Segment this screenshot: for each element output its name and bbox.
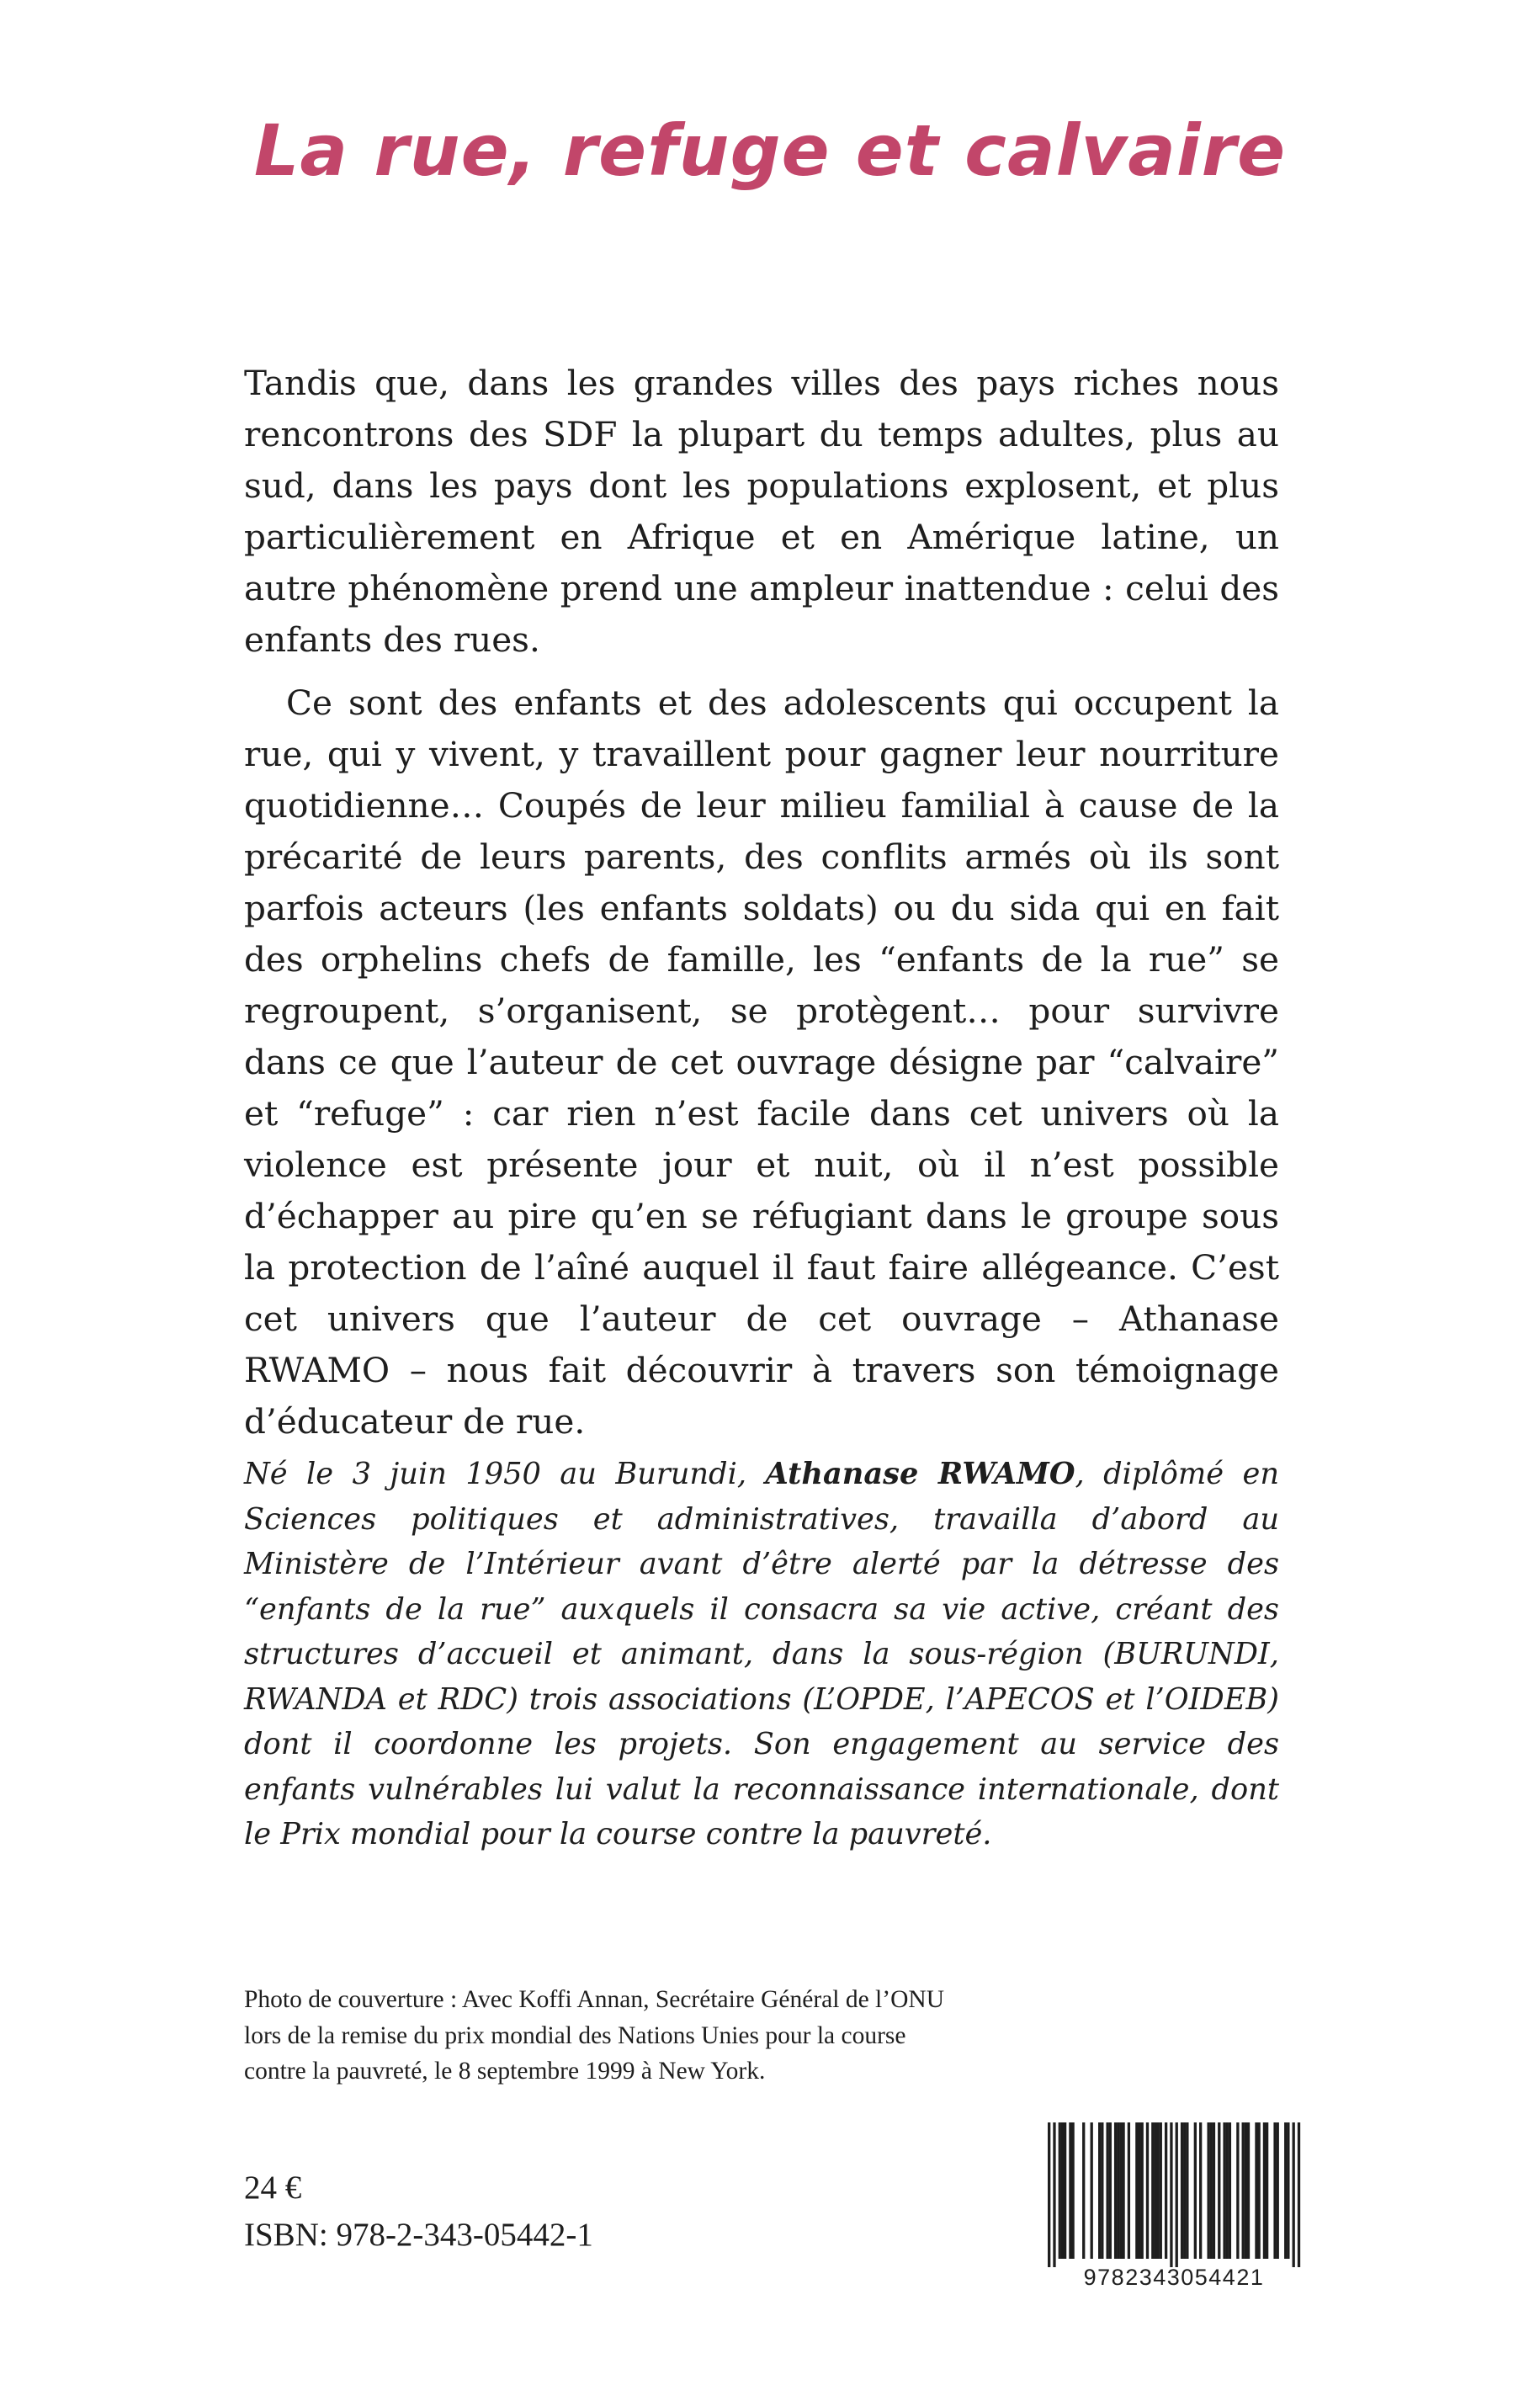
summary-paragraph-2: Ce sont des enfants et des adolescents qui occupent la rue, qui y vivent, y travaillent pour gagner leur nourriture quotidienne… Coupés de leur milieu familial à cause de la précarité de leurs parents, des conflits armés où ils sont parfois acteurs (les enfants soldats) ou du sida qui en fait des orphelins chefs de famille, les “enfants de la rue” se regroupent, s’organisent, se protègent… pour survivre dans ce que l’auteur de cet ouvrage désigne par “calvaire” et “refuge” : car rien n’est facile dans cet univers où la violence est présente jour et nuit, où il n’est possible d’échapper au pire qu’en se réfugiant dans le groupe sous la protection de l’aîné auquel il faut faire allégeance. C’est cet univers que l’auteur de cet ouvrage – Athanase RWAMO – nous fait découvrir à travers son témoignage d’éducateur de rue. xyxy=(244,683,1279,1442)
barcode-bar xyxy=(1059,2122,1061,2259)
barcode-bar xyxy=(1135,2122,1138,2259)
barcode-bar xyxy=(1141,2122,1144,2259)
barcode-bar xyxy=(1117,2122,1119,2259)
barcode-bar xyxy=(1223,2122,1225,2259)
barcode-bar xyxy=(1091,2122,1093,2259)
barcode-bar xyxy=(1071,2122,1074,2259)
barcode-bar xyxy=(1210,2122,1213,2259)
barcode-bar xyxy=(1284,2122,1287,2259)
barcode-bar xyxy=(1170,2122,1172,2267)
barcode-bar xyxy=(1082,2122,1085,2259)
barcode-bar xyxy=(1064,2122,1066,2259)
barcode-bar xyxy=(1242,2122,1245,2259)
barcode-bar xyxy=(1176,2122,1178,2267)
barcode-bar xyxy=(1106,2122,1108,2259)
barcode-bar xyxy=(1183,2122,1186,2259)
barcode-bar xyxy=(1098,2122,1101,2259)
barcode-bar xyxy=(1213,2122,1215,2259)
barcode-bars xyxy=(1048,2122,1300,2267)
barcode-bar xyxy=(1226,2122,1229,2259)
barcode-bar xyxy=(1194,2122,1197,2259)
photo-credit-line-2: lors de la remise du prix mondial des Nations Unies pour la course xyxy=(244,2021,906,2049)
barcode-bar xyxy=(1229,2122,1231,2259)
barcode-bar xyxy=(1245,2122,1247,2259)
photo-credit-line-3: contre la pauvreté, le 8 septembre 1999 à New York. xyxy=(244,2058,766,2085)
author-name: Athanase RWAMO xyxy=(765,1457,1075,1491)
barcode-bar xyxy=(1160,2122,1162,2259)
barcode-bar xyxy=(1128,2122,1130,2259)
summary-text xyxy=(244,358,1279,1459)
barcode-bar xyxy=(1114,2122,1117,2259)
barcode-bar xyxy=(1298,2122,1300,2267)
author-bio-rest: , diplômé en Sciences politiques et administratives, travailla d’abord au Ministère de l’Intérieur avant d’être alerté par la détresse des “enfants de la rue” auxquels il consacra sa vie active, créant des structures d’accueil et animant, dans la sous-région (BURUNDI, RWANDA et RDC) trois associations (L’OPDE, l’APECOS et l’OIDEB) dont il coordonne les projets. Son engagement au service des enfants vulnérables lui valut la reconnaissance internationale, dont le Prix mondial pour la course contre la pauvreté. xyxy=(244,1457,1279,1851)
barcode-bar xyxy=(1255,2122,1257,2259)
barcode xyxy=(1039,2122,1309,2291)
barcode-bar xyxy=(1119,2122,1122,2259)
barcode-bar xyxy=(1199,2122,1202,2259)
barcode-bar xyxy=(1247,2122,1250,2259)
barcode-bar xyxy=(1138,2122,1140,2259)
isbn: ISBN: 978-2-343-05442-1 xyxy=(244,2217,593,2253)
barcode-bar xyxy=(1101,2122,1103,2259)
barcode-bar xyxy=(1154,2122,1156,2259)
barcode-bar xyxy=(1109,2122,1112,2259)
barcode-bar xyxy=(1156,2122,1159,2259)
barcode-bar xyxy=(1069,2122,1071,2259)
summary-paragraph-1: Tandis que, dans les grandes villes des pays riches nous rencontrons des SDF la plupart du temps adultes, plus au sud, dans les pays dont les populations explosent, et plus particulièrement en Afrique et en Amérique latine, un autre phénomène prend une ampleur inattendue : celui des enfants des rues. xyxy=(244,363,1279,660)
barcode-bar xyxy=(1218,2122,1220,2259)
barcode-bar xyxy=(1287,2122,1289,2259)
barcode-bar xyxy=(1122,2122,1124,2259)
barcode-digits: 9782343054421 xyxy=(1083,2265,1265,2290)
book-title: La rue, refuge et calvaire xyxy=(253,109,1287,192)
barcode-bar xyxy=(1266,2122,1268,2259)
barcode-bar xyxy=(1186,2122,1188,2259)
photo-credit xyxy=(244,1982,1069,2090)
barcode-bar xyxy=(1048,2122,1050,2267)
barcode-bar xyxy=(1263,2122,1266,2259)
barcode-bar xyxy=(1207,2122,1209,2259)
barcode-bar xyxy=(1277,2122,1279,2259)
photo-credit-line-1: Photo de couverture : Avec Koffi Annan, Secrétaire Général de l’ONU xyxy=(244,1986,944,2013)
barcode-bar xyxy=(1257,2122,1260,2259)
barcode-bar xyxy=(1146,2122,1149,2259)
barcode-bar xyxy=(1293,2122,1295,2267)
barcode-bar xyxy=(1053,2122,1055,2267)
price: 24 € xyxy=(244,2170,302,2206)
barcode-bar xyxy=(1165,2122,1167,2259)
barcode-bar xyxy=(1151,2122,1154,2259)
barcode-graphic xyxy=(1039,2122,1309,2291)
barcode-bar xyxy=(1236,2122,1239,2259)
barcode-bar xyxy=(1061,2122,1064,2259)
author-bio xyxy=(244,1452,1279,1857)
barcode-bar xyxy=(1273,2122,1276,2259)
author-bio-lead: Né le 3 juin 1950 au Burundi, xyxy=(244,1457,766,1491)
barcode-bar xyxy=(1181,2122,1183,2259)
